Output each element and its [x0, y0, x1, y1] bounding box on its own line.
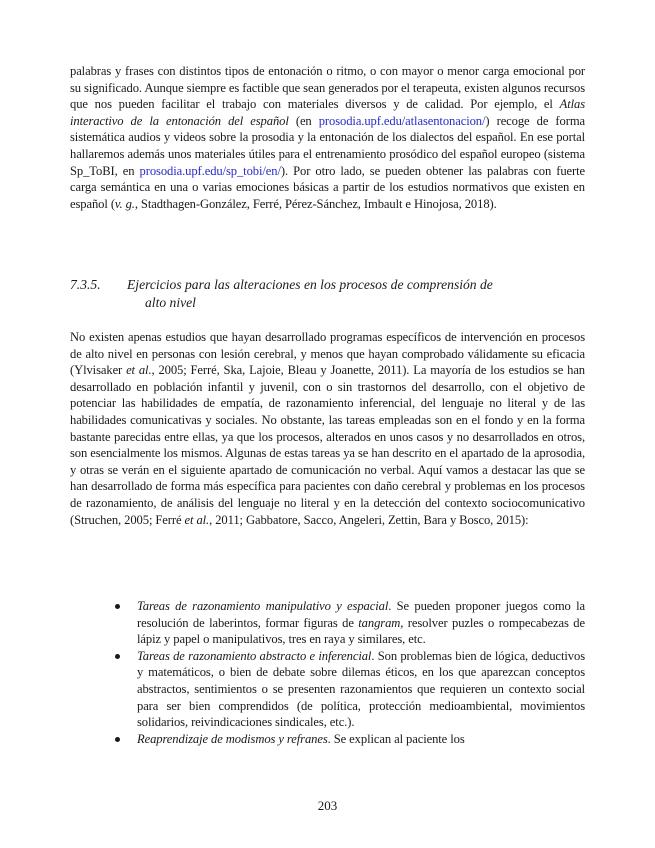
exercise-list	[112, 598, 585, 747]
link-atlas-entonacion[interactable]: prosodia.upf.edu/atlasentonacion/	[318, 113, 486, 128]
bullet-icon	[115, 654, 120, 659]
bullet-icon	[115, 737, 120, 742]
list-item: Reaprendizaje de modismos y refranes. Se explican al paciente los	[112, 731, 585, 748]
atlas-title: Atlas interactivo de la entonación del español	[70, 97, 585, 128]
section-number: 7.3.5.	[70, 277, 101, 292]
bullet-icon	[115, 604, 120, 609]
paragraph-high-level-processes: No existen apenas estudios que hayan desarrollado programas específicos de intervención en procesos de alto nivel en personas con lesión cerebral, y menos que hayan comprobado válidamente su eficacia (Ylvisaker et al., 2005; Ferré, Ska, Lajoie, Bleau y Joanette, 2011). La mayoría de los estudios se han desarrollado en población infantil y juvenil, con o sin trastornos del desarrollo, con el objetivo de potenciar las habilidades de empatía, de razonamiento inferencial, del lenguaje no literal y de las habilidades comunicativas y sociales. No obstante, las tareas empleadas son en el fondo y en la forma bastante parecidas entre ellas, ya que los procesos, alterados en unos casos y no desarrollados en otros, son esencialmente los mismos. Algunas de estas tareas ya se han descrito en el apartado de la aprosodia, y otras se verán en el siguiente apartado de comunicación no verbal. Aquí vamos a destacar las que se han desarrollado de forma más específica para pacientes con daño cerebral y problemas en los procesos de razonamiento, de análisis del lenguaje no literal y en la detección del contexto sociocomunicativo (Struchen, 2005; Ferré et al., 2011; Gabbatore, Sacco, Angeleri, Zettin, Bara y Bosco, 2015):	[70, 330, 586, 527]
page-number: 203	[317, 798, 338, 813]
list-item: Tareas de razonamiento manipulativo y espacial. Se pueden proponer juegos como la resolución de laberintos, formar figuras de tangram, resolver puzles o rompecabezas de lápiz y papel o manipulativos, tres en raya y similares, etc.	[112, 598, 585, 648]
paragraph-prosody-resources: palabras y frases con distintos tipos de entonación o ritmo, o con mayor o menor carga emocional por su significado. Aunque siempre es factible que sean generados por el terapeuta, existen algunos recursos que nos pueden facilitar el trabajo con materiales diversos y de calidad. Por ejemplo, el Atlas interactivo de la entonación del español (en prosodia.upf.edu/atlasentonacion/) recoge de forma sistemática audios y videos sobre la prosodia y la entonación de los dialectos del español. En ese portal hallaremos además unos materiales útiles para el entrenamiento prosódico del español europeo (sistema Sp_ToBI, en prosodia.upf.edu/sp_tobi/en/). Por otro lado, se pueden obtener las palabras con fuerte carga semántica en una o varias emociones básicas a partir de los estudios normativos que existen en español (v. g., Stadthagen-González, Ferré, Pérez-Sánchez, Imbault e Hinojosa, 2018).	[70, 64, 586, 211]
section-title: Ejercicios para las alteraciones en los procesos de comprensión de alto nivel	[127, 277, 493, 310]
link-sp-tobi[interactable]: prosodia.upf.edu/sp_tobi/en/	[139, 163, 281, 178]
list-item: Tareas de razonamiento abstracto e inferencial. Son problemas bien de lógica, deductivos y matemáticos, o bien de debate sobre dilemas éticos, en los que aparezcan conceptos abstractos, sentimientos o se presenten razonamientos que requieren un contexto social para ser bien comprendidos (de política, protección medioambiental, movimientos solidarios, reivindicaciones sindicales, etc.).	[112, 648, 585, 731]
section-heading	[70, 276, 585, 312]
